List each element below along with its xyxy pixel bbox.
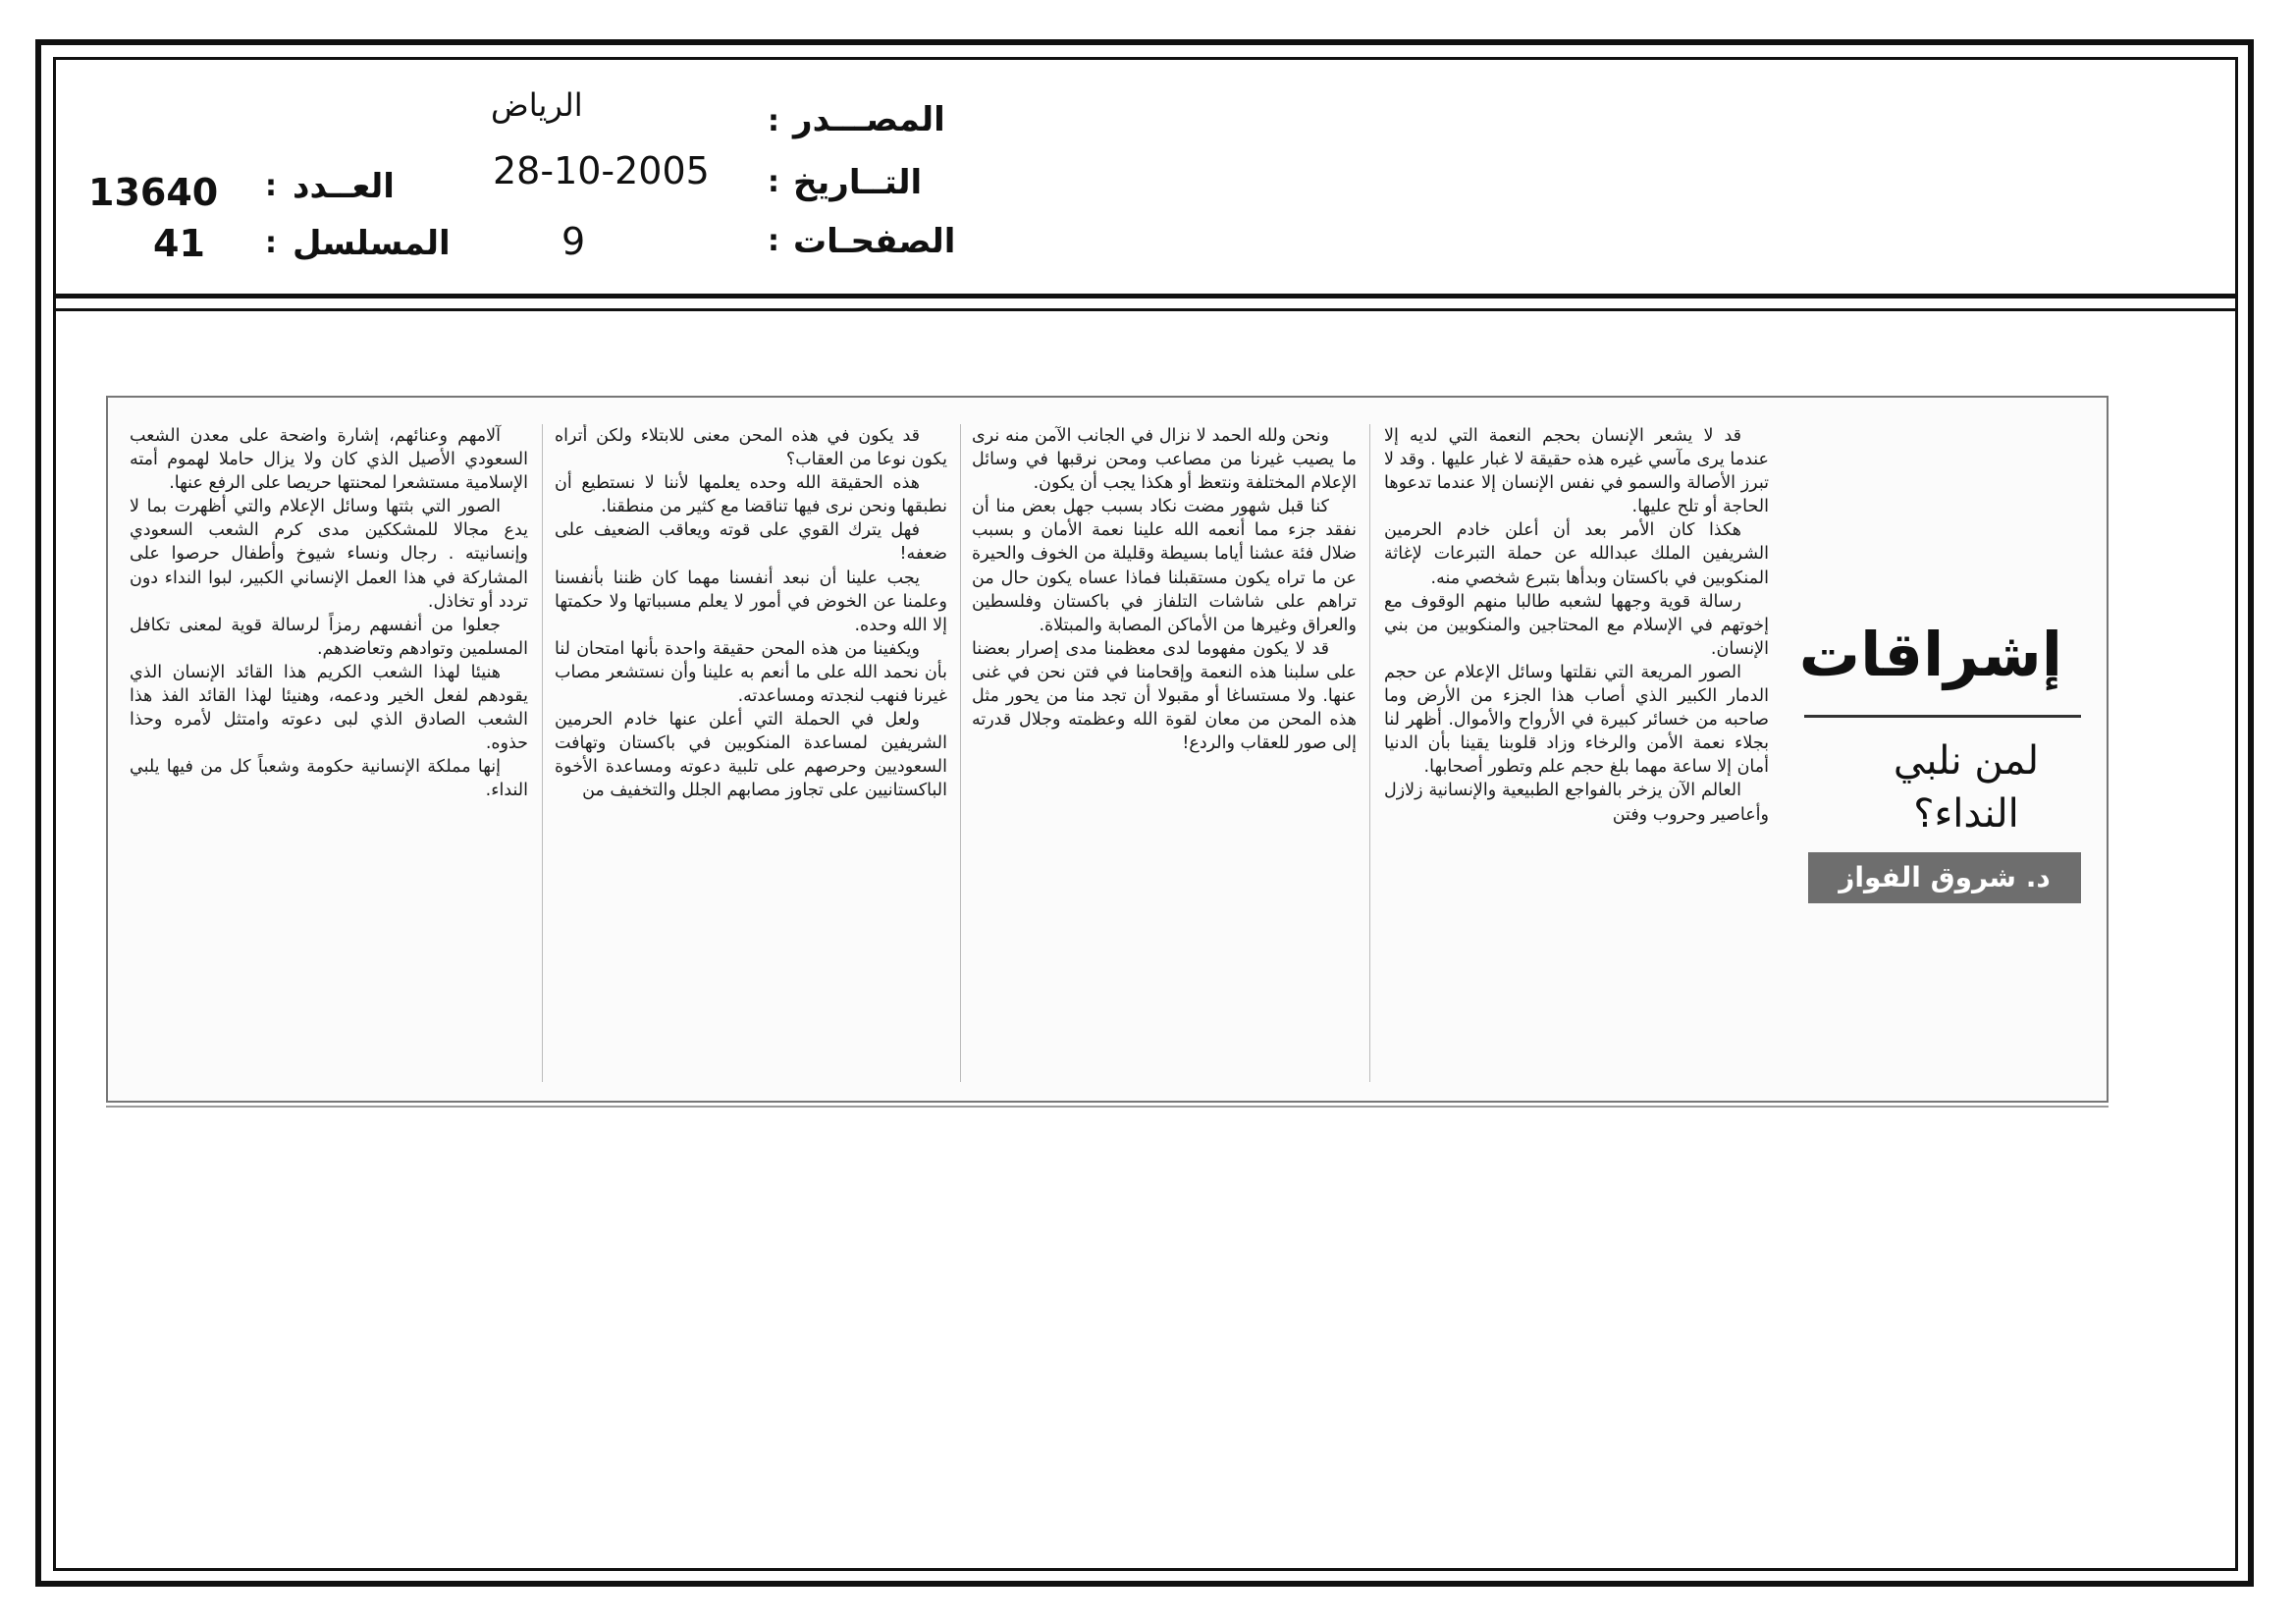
paragraph: رسالة قوية وجهها لشعبه طالبا منهم الوقوف مع إخوتهم في الإسلام مع المحتاجين والمنكوبين من بني الإنسان. xyxy=(1384,591,1769,659)
serial-value: 41 xyxy=(153,222,205,265)
issue-value: 13640 xyxy=(88,171,219,214)
date-label: التــاريخ xyxy=(793,163,923,202)
paragraph: الصور التي بثتها وسائل الإعلام والتي أظهرت بما لا يدع مجالا للمشككين مدى كرم الشعب السعودي وإنسانيته . رجال ونساء شيوخ وأطفال حرصوا على المشاركة في هذا العمل الإنساني الكبير، لبوا النداء دون تردد أو تخاذل. xyxy=(130,497,528,612)
date-value: 28-10-2005 xyxy=(493,149,710,192)
paragraph: ويكفينا من هذه المحن حقيقة واحدة بأنها امتحان لنا بأن نحمد الله على ما أنعم به علينا وأن نستشعر مصاب غيرنا فنهب لنجدته ومساعدته. xyxy=(555,638,947,707)
paragraph: إنها مملكة الإنسانية حكومة وشعباً كل من فيها يلبي النداء. xyxy=(130,757,528,801)
masthead-rule xyxy=(1804,715,2081,718)
issue-label: العــدد xyxy=(293,167,395,206)
pages-label: الصفحـات xyxy=(793,222,956,261)
paragraph: هكذا كان الأمر بعد أن أعلن خادم الحرمين الشريفين الملك عبدالله عن حملة التبرعات لإغاثة المنكوبين في باكستان وبدأها بتبرع شخصي منه. xyxy=(1384,520,1769,588)
header-divider-thin xyxy=(53,308,2238,311)
serial-label: المسلسل xyxy=(293,224,451,263)
paragraph: فهل يترك القوي على قوته ويعاقب الضعيف على ضعفه! xyxy=(555,520,947,565)
article-title xyxy=(1858,734,2074,840)
column-divider xyxy=(960,424,961,1082)
paragraph: آلامهم وعنائهم، إشارة واضحة على معدن الشعب السعودي الأصيل الذي كان ولا يزال حاملا لهموم أمته الإسلامية مستشعرا لمحنتها حريصا على الرفع عنها. xyxy=(130,426,528,494)
source-label: المصـــدر xyxy=(793,100,945,139)
paragraph: كنا قبل شهور مضت نكاد بسبب جهل بعض منا أن نفقد جزء مما أنعمه الله علينا نعمة الأمان و بسبب ضلال فئة عشنا أياما بسيطة وقليلة من الخوف والحيرة عن ما تراه يكون مستقبلنا فماذا عساه يكون حال من تراهم على شاشات التلفاز في باكستان وفلسطين والعراق وغيرها من الأماكن المصابة والمبتلاة. xyxy=(972,497,1357,635)
paragraph: قد لا يشعر الإنسان بحجم النعمة التي لديه إلا عندما يرى مآسي غيره هذه حقيقة لا غبار عليها . وقد لا تبرز الأصالة والسمو في نفس الإنسان إلا عندما تدعوها الحاجة أو تلح عليها. xyxy=(1384,426,1769,517)
paragraph: قد لا يكون مفهوما لدى معظمنا مدى إصرار بعضنا على سلبنا هذه النعمة وإقحامنا في فتن نحن في غنى عنها. ولا مستساغا أو مقبولا أن تجد منا من يحور مثل هذه المحن من معان لقوة الله وعظمته وجلال قدرته إلى صور للعقاب والردع! xyxy=(972,638,1357,754)
date-colon: : xyxy=(768,165,779,199)
paragraph: الصور المريعة التي نقلتها وسائل الإعلام عن حجم الدمار الكبير الذي أصاب هذا الجزء من الأرض وما صاحبه من خسائر كبيرة في الأرواح والأموال. أظهر لنا بجلاء نعمة الأمن والرخاء وزاد قلوبنا يقينا بأن الدنيا أمان إلا ساعة مهما بلغ حجم علم وتطور أصحابها. xyxy=(1384,662,1769,778)
paragraph: جعلوا من أنفسهم رمزاً لرسالة قوية لمعنى تكافل المسلمين وتوادهم وتعاضدهم. xyxy=(130,615,528,659)
header-divider xyxy=(53,294,2238,298)
paragraph: ولعل في الحملة التي أعلن عنها خادم الحرمين الشريفين لمساعدة المنكوبين في باكستان وتهافت السعوديين وحرصهم على تلبية دعوته ومساعدة الأخوة الباكستانيين على تجاوز مصابهم الجلل والتخفيف من xyxy=(555,710,947,801)
paragraph: العالم الآن يزخر بالفواجع الطبيعية والإنسانية زلازل وأعاصير وحروب وفتن xyxy=(1384,781,1769,825)
author-byline: د. شروق الفواز xyxy=(1808,852,2081,903)
paragraph: يجب علينا أن نبعد أنفسنا مهما كان ظننا بأنفسنا وعلمنا عن الخوض في أمور لا يعلم مسبباتها ولا حكمتها إلا الله وحده. xyxy=(555,568,947,635)
paragraph: هذه الحقيقة الله وحده يعلمها لأننا لا نستطيع أن نطبقها ونحن نرى فيها تناقضا مع كثير من منطقنا. xyxy=(555,473,947,517)
source-value: الرياض xyxy=(491,86,583,124)
serial-colon: : xyxy=(265,226,277,260)
paragraph: ونحن ولله الحمد لا نزال في الجانب الآمن منه نرى ما يصيب غيرنا من مصاعب ومحن نرقبها في وسائل الإعلام المختلفة ونتعظ أو هكذا يجب أن يكون. xyxy=(972,426,1357,494)
column-masthead: إشراقات xyxy=(1798,619,2062,690)
clipping-shadow xyxy=(106,1106,2109,1108)
paragraph: هنيئا لهذا الشعب الكريم هذا القائد الإنسان الذي يقودهم لفعل الخير ودعمه، وهنيئا لهذا القائد الفذ هذا الشعب الصادق الذي لبى دعوته وامتثل لأمره وحذا حذوه. xyxy=(130,662,528,754)
article-column-3 xyxy=(555,424,947,1082)
pages-colon: : xyxy=(768,224,779,258)
article-title-line2: النداء؟ xyxy=(1913,791,2019,837)
article-column-1 xyxy=(1384,424,1769,1082)
article-column-4 xyxy=(130,424,528,1082)
article-column-2 xyxy=(972,424,1357,1082)
pages-value: 9 xyxy=(561,220,586,263)
column-divider xyxy=(542,424,543,1082)
article-title-line1: لمن نلبي xyxy=(1893,738,2040,784)
paragraph: قد يكون في هذه المحن معنى للابتلاء ولكن أتراه يكون نوعا من العقاب؟ xyxy=(555,426,947,470)
source-colon: : xyxy=(768,104,779,138)
issue-colon: : xyxy=(265,169,277,203)
column-divider xyxy=(1369,424,1370,1082)
